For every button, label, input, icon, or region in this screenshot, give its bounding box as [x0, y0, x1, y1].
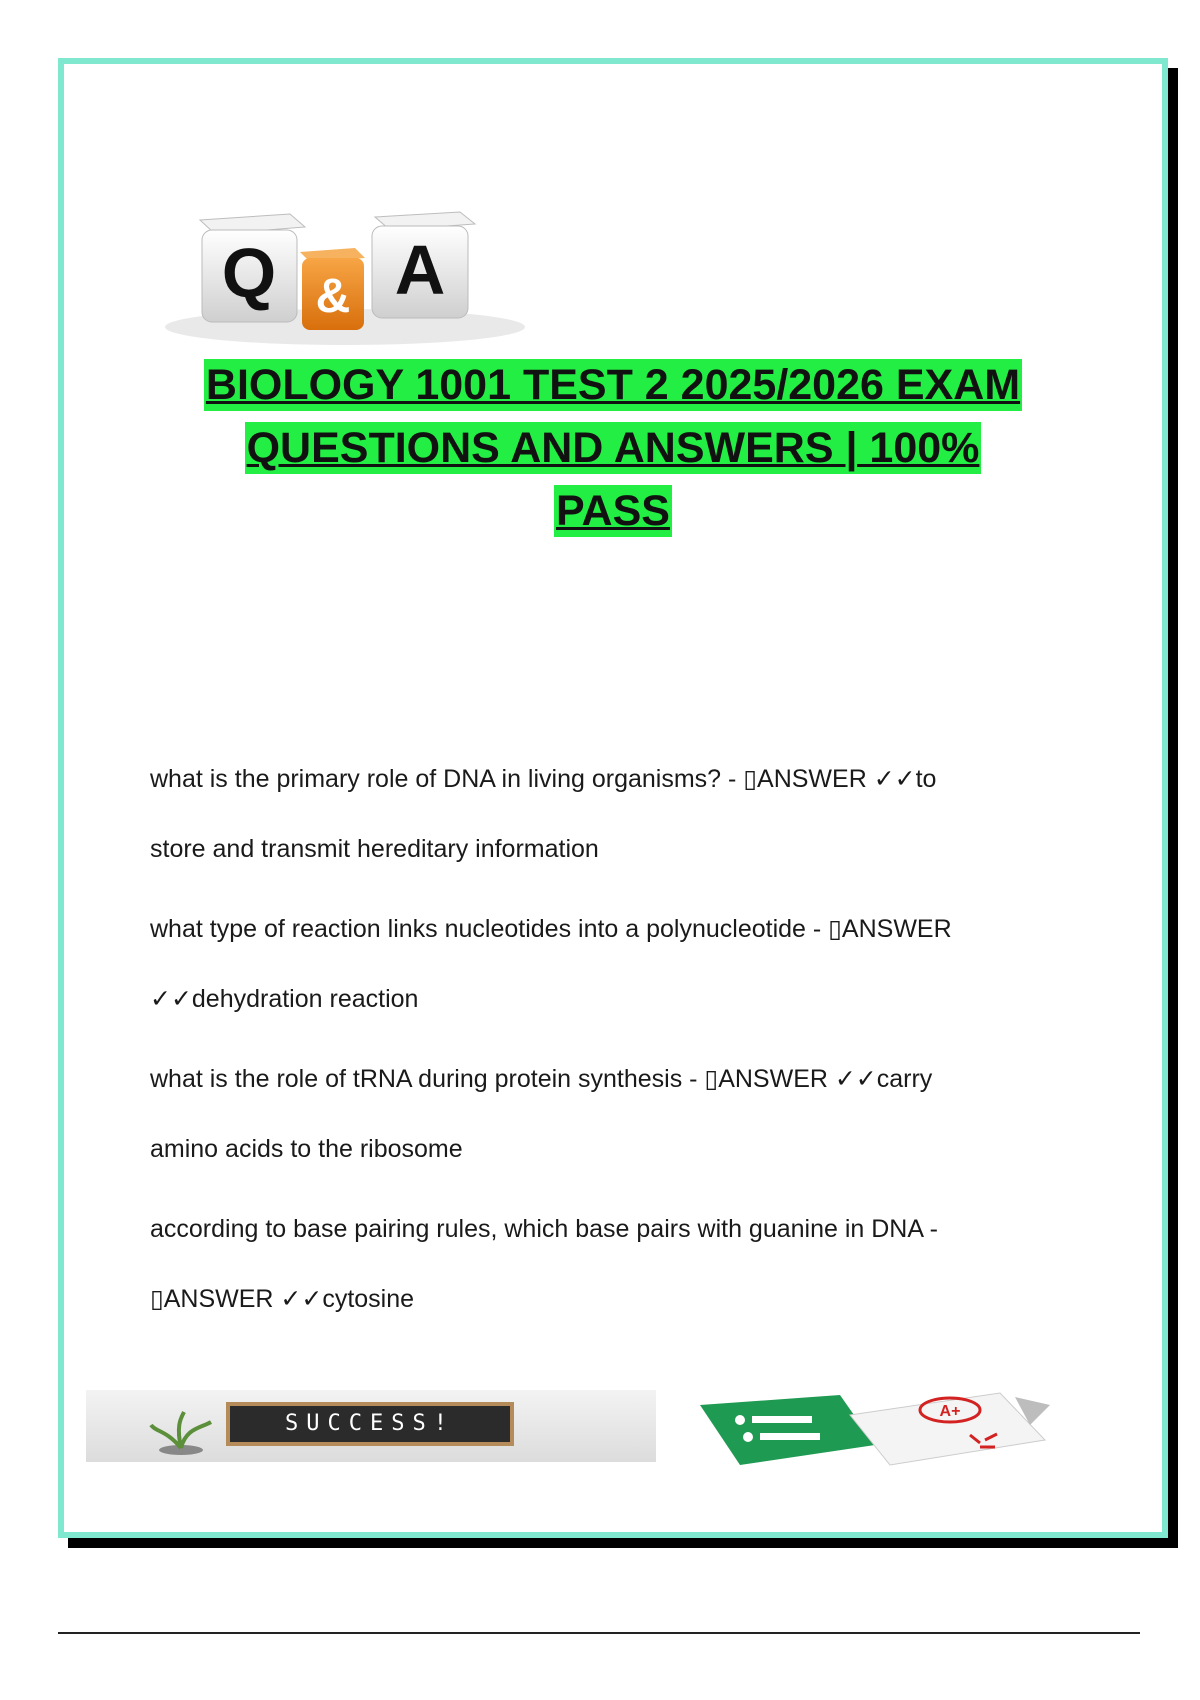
a-die [372, 212, 475, 318]
amp-die [300, 248, 365, 330]
graded-documents-icon [700, 1385, 1090, 1470]
page-frame [58, 58, 1168, 1538]
qa-item [150, 894, 1100, 1034]
qa-item [150, 1044, 1100, 1184]
title-line-2: QUESTIONS AND ANSWERS | 100% [246, 424, 980, 472]
q-die [200, 214, 305, 322]
qa-item [150, 1194, 1100, 1334]
success-banner [86, 1390, 656, 1462]
q-letter: Q [221, 234, 277, 312]
qa-item [150, 744, 1100, 884]
qa-dice-logo [150, 152, 540, 382]
qa-answer-line: store and transmit hereditary information [150, 835, 599, 863]
amp-letter: & [315, 270, 351, 323]
qa-question-line: what type of reaction links nucleotides into a polynucleotide - ▯ANSWER [150, 915, 952, 943]
qa-answer-line: ✓✓dehydration reaction [150, 985, 419, 1013]
qa-question-line: what is the primary role of DNA in living organisms? - ▯ANSWER ✓✓to [150, 765, 937, 793]
bottom-rule [58, 1632, 1140, 1634]
plant-icon [146, 1410, 216, 1455]
qa-question-line: what is the role of tRNA during protein synthesis - ▯ANSWER ✓✓carry [150, 1065, 933, 1093]
a-letter: A [394, 231, 446, 309]
qa-answer-line: amino acids to the ribosome [150, 1135, 463, 1163]
qa-question-line: according to base pairing rules, which base pairs with guanine in DNA - [150, 1215, 938, 1243]
document-title [124, 354, 1102, 543]
success-sign: SUCCESS! [226, 1402, 514, 1446]
grade-mark: A+ [939, 1403, 961, 1420]
title-line-3: PASS [556, 487, 670, 535]
qa-answer-line: ▯ANSWER ✓✓cytosine [150, 1285, 415, 1313]
qa-list [150, 744, 1100, 1344]
title-line-1: BIOLOGY 1001 TEST 2 2025/2026 EXAM [205, 361, 1021, 409]
